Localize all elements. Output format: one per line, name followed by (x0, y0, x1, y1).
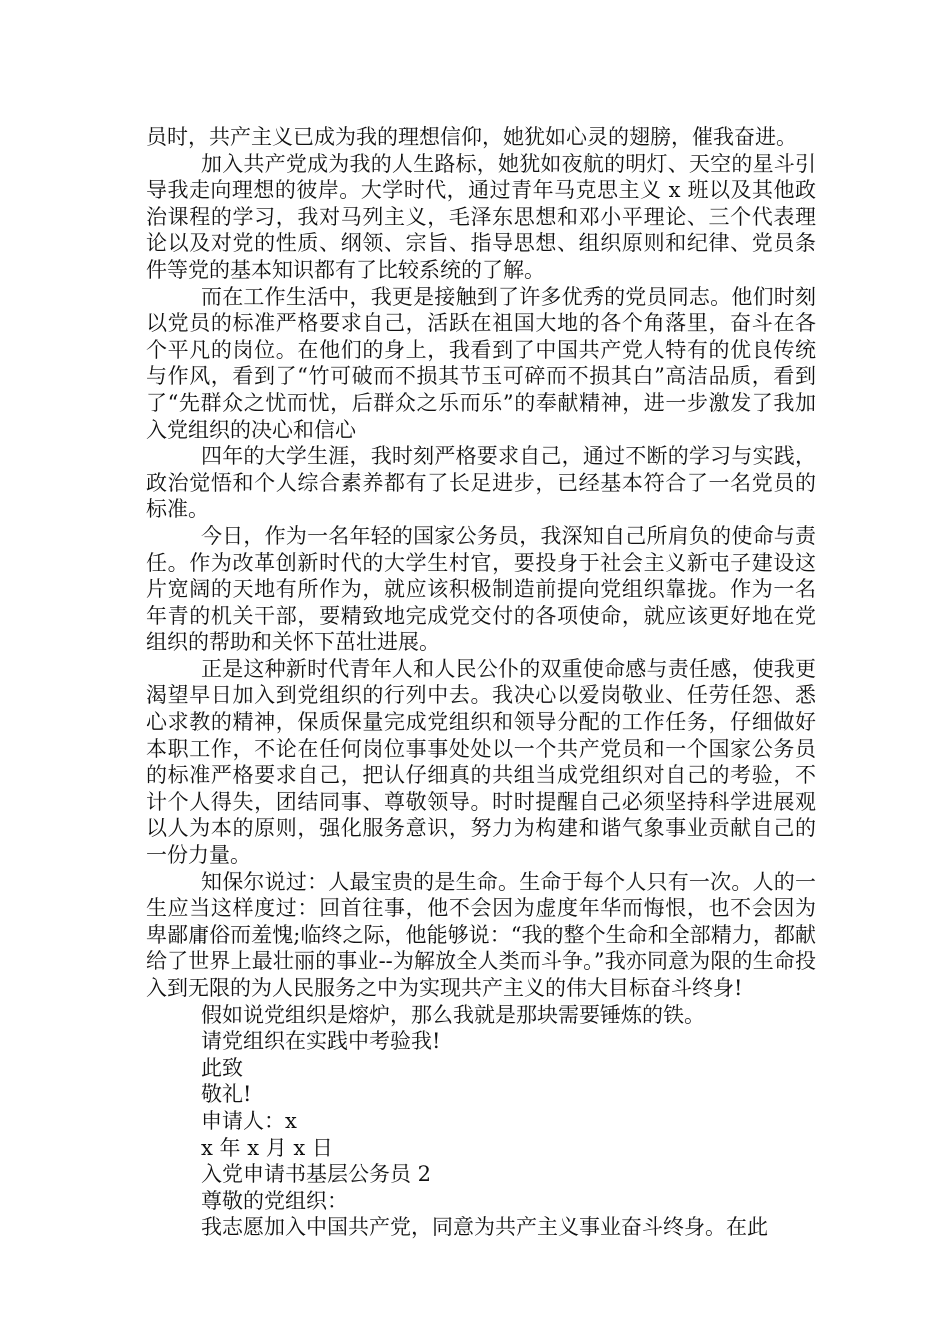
line-greeting: 尊敬的党组织： (201, 1188, 348, 1213)
paragraph-quote: 知保尔说过：人最宝贵的是生命。生命于每个人只有一次。人的一生应当这样度过：回首往事，他不会因为虚度年华而悔恨，也不会因为卑鄙庸俗而羞愧;临终之际，他能够说：“我的整个生命和全部精力，都献给了世界上最壮丽的事业--为解放全人类而斗争。”我亦同意为限的生命投入到无限的为人民服务之中为实现共产主义的伟大目标奋斗终身! (146, 869, 816, 1000)
line-test-me: 请党组织在实践中考验我! (201, 1029, 441, 1054)
line-salutation: 此致 (201, 1055, 243, 1080)
line-regards: 敬礼! (201, 1082, 252, 1107)
line-opening: 我志愿加入中国共产党，同意为共产主义事业奋斗终身。在此 (201, 1215, 768, 1240)
paragraph-work-life: 而在工作生活中，我更是接触到了许多优秀的党员同志。他们时刻以党员的标准严格要求自己，活跃在祖国大地的各个角落里，奋斗在各个平凡的岗位。在他们的身上，我看到了中国共产党人特有的优良传统与作风，看到了“竹可破而不损其节玉可碎而不损其白”高洁品质，看到了“先群众之忧而忧，后群众之乐而乐”的奉献精神，进一步激发了我加入党组织的决心和信心 (146, 284, 816, 442)
line-applicant: 申请人：x (201, 1108, 297, 1133)
line-second-title: 入党申请书基层公务员 2 (201, 1162, 432, 1187)
paragraph-civil-servant: 今日，作为一名年轻的国家公务员，我深知自己所肩负的使命与责任。作为改革创新时代的大学生村官，要投身于社会主义新屯子建设这片宽阔的天地有所作为，就应该积极制造前提向党组织靠拢。作为一名年青的机关干部，要精致地完成党交付的各项使命，就应该更好地在党组织的帮助和关怀下茁壮进展。 (146, 523, 816, 655)
paragraph-university: 四年的大学生涯，我时刻严格要求自己，通过不断的学习与实践，政治觉悟和个人综合素养都有了长足进步，已经基本符合了一名党员的标准。 (146, 444, 816, 522)
paragraph-mission: 正是这种新时代青年人和人民公仆的双重使命感与责任感，使我更渴望早日加入到党组织的行列中去。我决心以爱岗敬业、任劳任怨、悉心求教的精神，保质保量完成党组织和领导分配的工作任务，仔细做好本职工作，不论在任何岗位事事处处以一个共产党员和一个国家公务员的标准严格要求自己，把认仔细真的共组当成党组织对自己的考验，不计个人得失，团结同事、尊敬领导。时时提醒自己必须坚持科学进展观以人为本的原则，强化服务意识，努力为构建和谐气象事业贡献自己的一份力量。 (146, 656, 816, 868)
line-date: x 年 x 月 x 日 (201, 1135, 333, 1160)
paragraph-party-goal: 加入共产党成为我的人生路标，她犹如夜航的明灯、天空的星斗引导我走向理想的彼岸。大学时代，通过青年马克思主义 x 班以及其他政治课程的学习，我对马列主义，毛泽东思想和邓小平理论、三个代表理论以及对党的性质、纲领、宗旨、指导思想、组织原则和纪律、党员条件等党的基本知识都有了比较系统的了解。 (146, 151, 816, 282)
document-body (146, 124, 816, 1241)
paragraph-continuation: 员时，共产主义已成为我的理想信仰，她犹如心灵的翅膀，催我奋进。 (146, 125, 797, 149)
line-furnace: 假如说党组织是熔炉，那么我就是那块需要锤炼的铁。 (201, 1002, 705, 1027)
